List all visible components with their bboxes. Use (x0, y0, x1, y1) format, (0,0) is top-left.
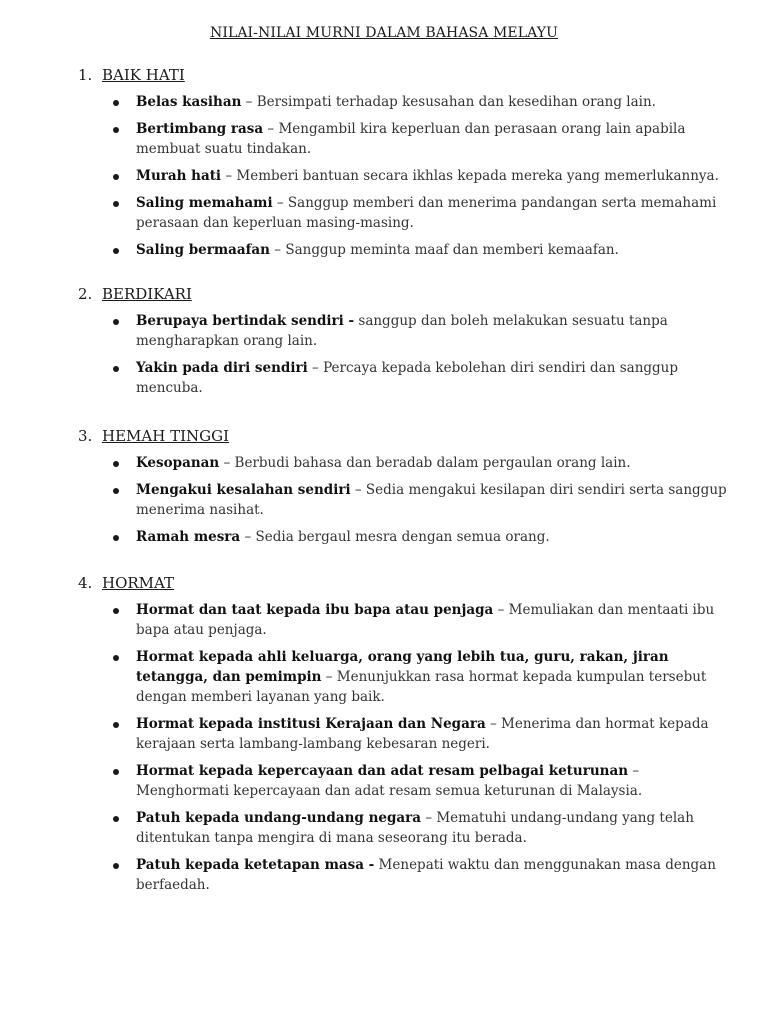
bullet-icon (113, 127, 119, 133)
bullet-icon (113, 769, 119, 775)
bullet-icon (113, 816, 119, 822)
bullet-icon (113, 608, 119, 614)
section-number: 3. (78, 427, 93, 445)
list-item (0, 453, 768, 473)
value-term: Hormat kepada ahli keluarga, orang yang lebih tua, guru, rakan, jiran tetangga, dan pemimpin (136, 649, 669, 685)
value-description: – Sanggup memberi dan menerima pandangan serta memahami perasaan dan keperluan masing-masing. (136, 195, 717, 231)
value-description: – Percaya kepada kebolehan diri sendiri dan sanggup mencuba. (136, 360, 679, 396)
bullet-icon (113, 319, 119, 325)
section-number: 4. (78, 574, 93, 592)
bullet-icon (113, 100, 119, 106)
section-number: 1. (78, 66, 93, 84)
section-title: BERDIKARI (102, 285, 192, 303)
value-term: Patuh kepada undang-undang negara (136, 810, 422, 826)
list-item (0, 714, 768, 754)
value-term: Ramah mesra (136, 529, 241, 545)
value-term: Kesopanan (136, 455, 220, 471)
list-item (0, 311, 768, 351)
value-description: – Mengambil kira keperluan dan perasaan orang lain apabila membuat suatu tindakan. (136, 121, 686, 157)
section-berdikari (0, 285, 768, 405)
document-title: NILAI-NILAI MURNI DALAM BAHASA MELAYU (209, 25, 559, 41)
value-description: – Menghormati kepercayaan dan adat resam semua keturunan di Malaysia. (136, 763, 643, 799)
list-item (0, 808, 768, 848)
value-term: Patuh kepada ketetapan masa - (136, 857, 375, 873)
section-baik-hati (0, 66, 768, 267)
bullet-icon (113, 174, 119, 180)
bullet-icon (113, 488, 119, 494)
list-item (0, 358, 768, 398)
value-list (0, 600, 768, 895)
value-term: Hormat kepada institusi Kerajaan dan Negara (136, 716, 486, 732)
value-term: Yakin pada diri sendiri (136, 360, 308, 376)
value-term: Berupaya bertindak sendiri - (136, 313, 355, 329)
list-item (0, 855, 768, 895)
value-list (0, 92, 768, 260)
value-description: Menepati waktu dan menggunakan masa dengan berfaedah. (136, 857, 716, 893)
value-list (0, 453, 768, 547)
bullet-icon (113, 248, 119, 254)
bullet-icon (113, 863, 119, 869)
list-item (0, 480, 768, 520)
list-item (0, 193, 768, 233)
list-item (0, 527, 768, 547)
section-hormat (0, 574, 768, 902)
value-description: – Memuliakan dan mentaati ibu bapa atau penjaga. (136, 602, 715, 638)
value-description: – Sedia bergaul mesra dengan semua orang. (240, 529, 550, 545)
section-title: BAIK HATI (102, 66, 185, 84)
value-term: Saling bermaafan (136, 242, 270, 258)
value-term: Hormat kepada kepercayaan dan adat resam pelbagai keturunan (136, 763, 629, 779)
value-term: Murah hati (136, 168, 222, 184)
section-title: HORMAT (102, 574, 175, 592)
section-heading (0, 285, 768, 307)
list-item (0, 166, 768, 186)
value-description: sanggup dan boleh melakukan sesuatu tanpa mengharapkan orang lain. (136, 313, 668, 349)
value-description: – Berbudi bahasa dan beradab dalam pergaulan orang lain. (219, 455, 631, 471)
value-description: – Sedia mengakui kesilapan diri sendiri serta sanggup menerima nasihat. (136, 482, 727, 518)
list-item (0, 92, 768, 112)
section-hemah-tinggi (0, 427, 768, 554)
bullet-icon (113, 366, 119, 372)
list-item (0, 647, 768, 707)
section-title: HEMAH TINGGI (102, 427, 230, 445)
bullet-icon (113, 201, 119, 207)
value-description: – Menerima dan hormat kepada kerajaan serta lambang-lambang kebesaran negeri. (136, 716, 709, 752)
value-term: Mengakui kesalahan sendiri (136, 482, 351, 498)
bullet-icon (113, 461, 119, 467)
value-description: – Memberi bantuan secara ikhlas kepada mereka yang memerlukannya. (221, 168, 719, 184)
value-description: – Sanggup meminta maaf dan memberi kemaafan. (270, 242, 619, 258)
value-term: Hormat dan taat kepada ibu bapa atau penjaga (136, 602, 494, 618)
bullet-icon (113, 655, 119, 661)
value-list (0, 311, 768, 398)
bullet-icon (113, 535, 119, 541)
list-item (0, 119, 768, 159)
section-heading (0, 574, 768, 596)
list-item (0, 240, 768, 260)
list-item (0, 761, 768, 801)
section-heading (0, 66, 768, 88)
value-description: – Menunjukkan rasa hormat kepada kumpulan tersebut dengan memberi layanan yang baik. (136, 669, 707, 705)
value-description: – Mematuhi undang-undang yang telah ditentukan tanpa mengira di mana seseorang itu berada. (136, 810, 694, 846)
bullet-icon (113, 722, 119, 728)
section-heading (0, 427, 768, 449)
value-term: Belas kasihan (136, 94, 242, 110)
value-description: – Bersimpati terhadap kesusahan dan kesedihan orang lain. (241, 94, 656, 110)
list-item (0, 600, 768, 640)
value-term: Bertimbang rasa (136, 121, 264, 137)
value-term: Saling memahami (136, 195, 273, 211)
section-number: 2. (78, 285, 93, 303)
